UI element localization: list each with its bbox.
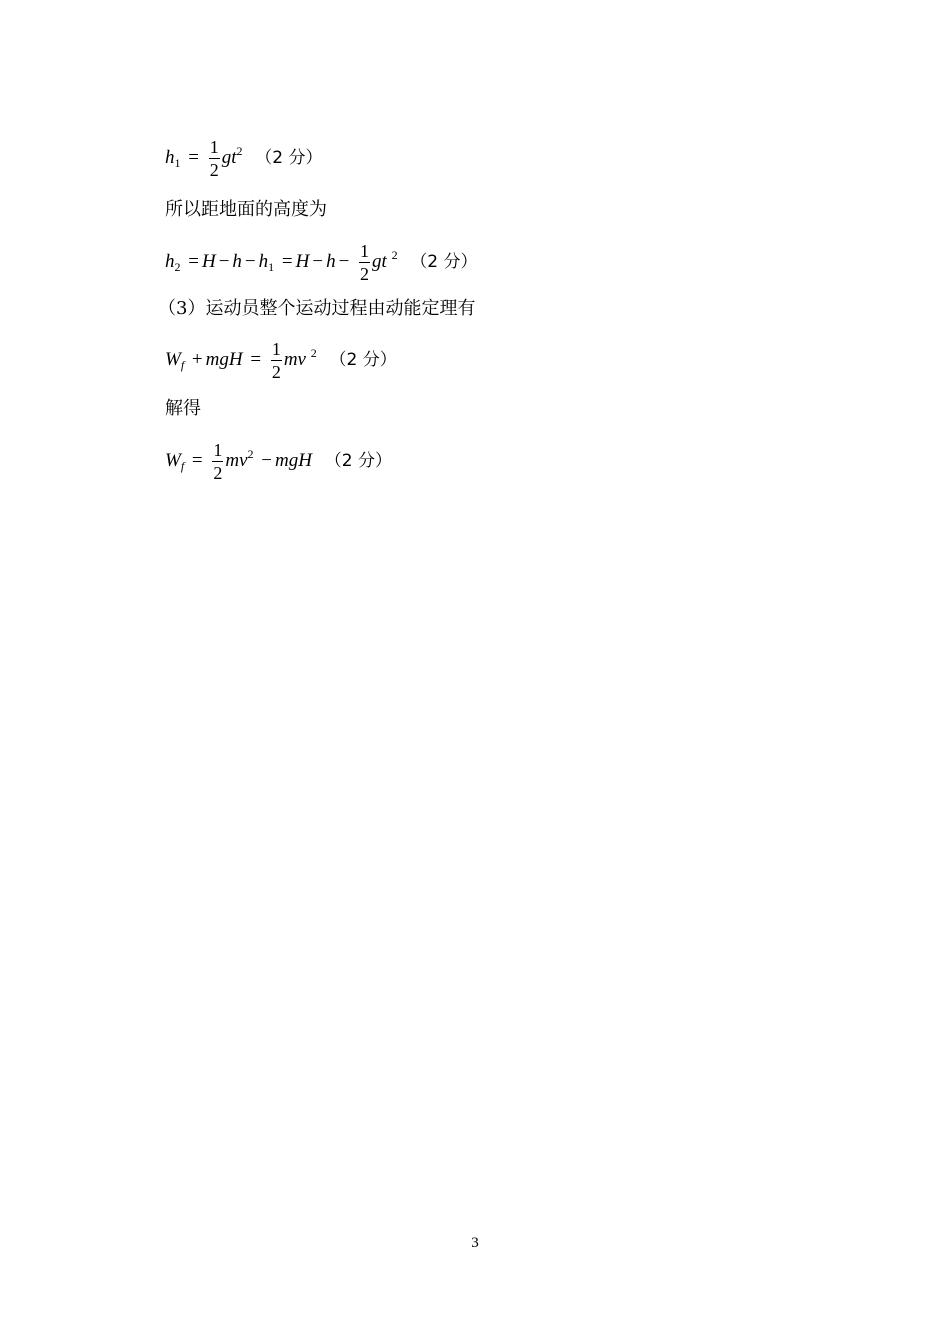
paragraph-height-from-ground: 所以距地面的高度为 xyxy=(165,199,327,220)
page-number: 3 xyxy=(471,1235,479,1251)
paragraph-kinetic-energy-theorem: （3）运动员整个运动过程由动能定理有 xyxy=(158,298,476,319)
equation-work-energy: $W_f$ + mgH = $\frac{1}{2}$ mv $^2$ （2 分） xyxy=(165,339,397,382)
score-label: （2 分） xyxy=(255,147,323,168)
score-label: （2 分） xyxy=(324,450,392,471)
equation-work-result: $W_f$ = $\frac{1}{2}$ $mv^2$ − mgH （2 分） xyxy=(165,440,392,483)
equation-h1: $h_1$ = $\frac{1}{2}$ $gt^2$ （2 分） xyxy=(165,137,323,180)
score-label: （2 分） xyxy=(329,349,397,370)
equation-h2: $h_2 = H - h - h_1 = H - h$ − $\frac{1}{2}$ gt $^2$ （2 分） xyxy=(165,241,478,284)
paragraph-solve: 解得 xyxy=(165,398,201,419)
score-label: （2 分） xyxy=(410,251,478,272)
